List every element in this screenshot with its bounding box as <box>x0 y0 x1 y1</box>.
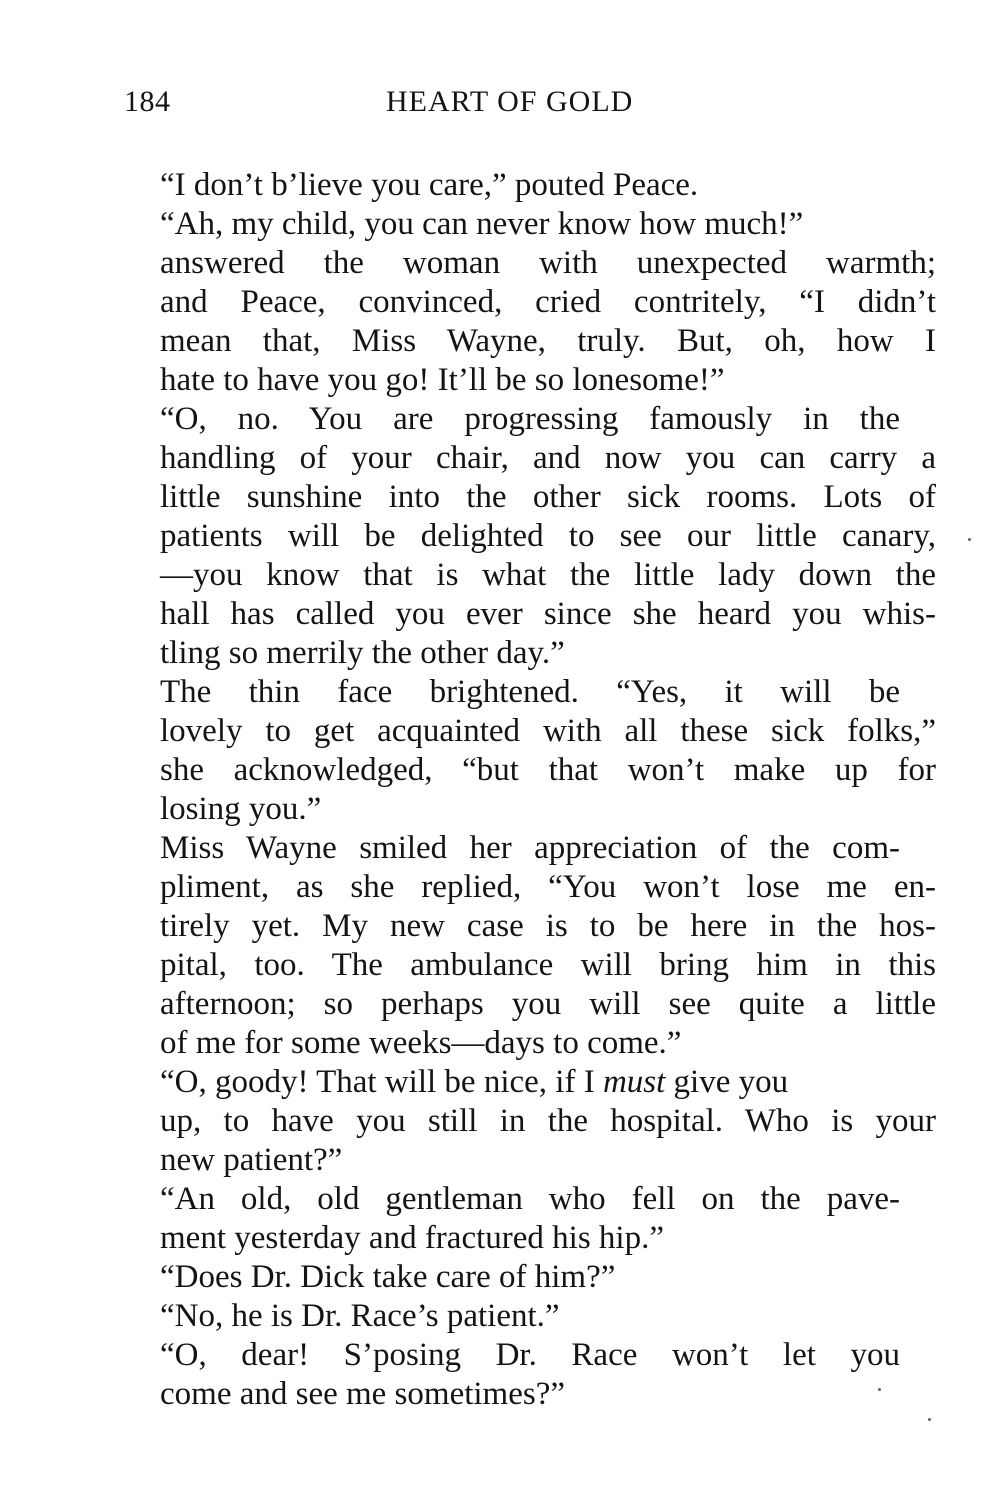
running-head <box>124 82 936 122</box>
text-segment: “O, goody! That will be nice, if I <box>160 1064 603 1100</box>
text-line: “I don’t b’lieve you care,” pouted Peace. <box>160 167 699 203</box>
text-line: up, to have you still in the hospital. Who is your <box>160 1103 936 1139</box>
body-text <box>124 166 936 1414</box>
text-line: and Peace, convinced, cried contritely, “I didn’t <box>160 284 936 320</box>
paragraph <box>124 400 936 673</box>
text-line: she acknowledged, “but that won’t make up for <box>160 752 936 788</box>
text-line: patients will be delighted to see our little canary, <box>160 518 936 554</box>
paper-speck <box>928 1418 931 1421</box>
text-line: “O, no. You are progressing famously in the <box>160 401 900 437</box>
text-line: come and see me sometimes?” <box>160 1376 566 1412</box>
text-line: little sunshine into the other sick rooms. Lots of <box>160 479 936 515</box>
text-line: pital, too. The ambulance will bring him in this <box>160 947 936 983</box>
paragraph <box>124 673 936 829</box>
text-line: losing you.” <box>160 791 322 827</box>
paragraph <box>124 829 936 1063</box>
text-line: tling so merrily the other day.” <box>160 635 565 671</box>
page-number: 184 <box>124 85 171 118</box>
text-segment: give you <box>665 1064 789 1100</box>
paragraph <box>124 166 936 205</box>
paragraph <box>124 1258 936 1297</box>
book-title: HEART OF GOLD <box>386 85 634 118</box>
text-line: of me for some weeks—days to come.” <box>160 1025 682 1061</box>
text-line: “Does Dr. Dick take care of him?” <box>160 1259 616 1295</box>
paragraph <box>124 1336 936 1414</box>
paper-speck <box>968 538 971 541</box>
paragraph <box>124 205 936 400</box>
text-line: “O, dear! S’posing Dr. Race won’t let you <box>160 1337 900 1373</box>
paragraph <box>124 1180 936 1258</box>
text-line: The thin face brightened. “Yes, it will be <box>160 674 900 710</box>
paper-speck <box>878 1388 881 1391</box>
text-line: answered the woman with unexpected warmth; <box>160 245 936 281</box>
paragraph <box>124 1063 936 1180</box>
text-line: lovely to get acquainted with all these sick folks,” <box>160 713 936 749</box>
text-line <box>124 1063 936 1102</box>
text-line: hate to have you go! It’ll be so lonesome!” <box>160 362 725 398</box>
text-line: mean that, Miss Wayne, truly. But, oh, how I <box>160 323 936 359</box>
text-line: handling of your chair, and now you can carry a <box>160 440 936 476</box>
paragraph <box>124 1297 936 1336</box>
text-line: “No, he is Dr. Race’s patient.” <box>160 1298 560 1334</box>
text-line: —you know that is what the little lady down the <box>160 557 936 593</box>
text-line: “Ah, my child, you can never know how much!” <box>160 206 804 242</box>
text-line: new patient?” <box>160 1142 343 1178</box>
emphasis-text: must <box>602 1064 666 1100</box>
text-line: Miss Wayne smiled her appreciation of the com- <box>160 830 900 866</box>
text-line: tirely yet. My new case is to be here in the hos- <box>160 908 936 944</box>
text-line: hall has called you ever since she heard you whis- <box>160 596 936 632</box>
text-line: “An old, old gentleman who fell on the pave- <box>160 1181 900 1217</box>
text-line: pliment, as she replied, “You won’t lose me en- <box>160 869 936 905</box>
text-line: afternoon; so perhaps you will see quite a little <box>160 986 936 1022</box>
text-line: ment yesterday and fractured his hip.” <box>160 1220 664 1256</box>
